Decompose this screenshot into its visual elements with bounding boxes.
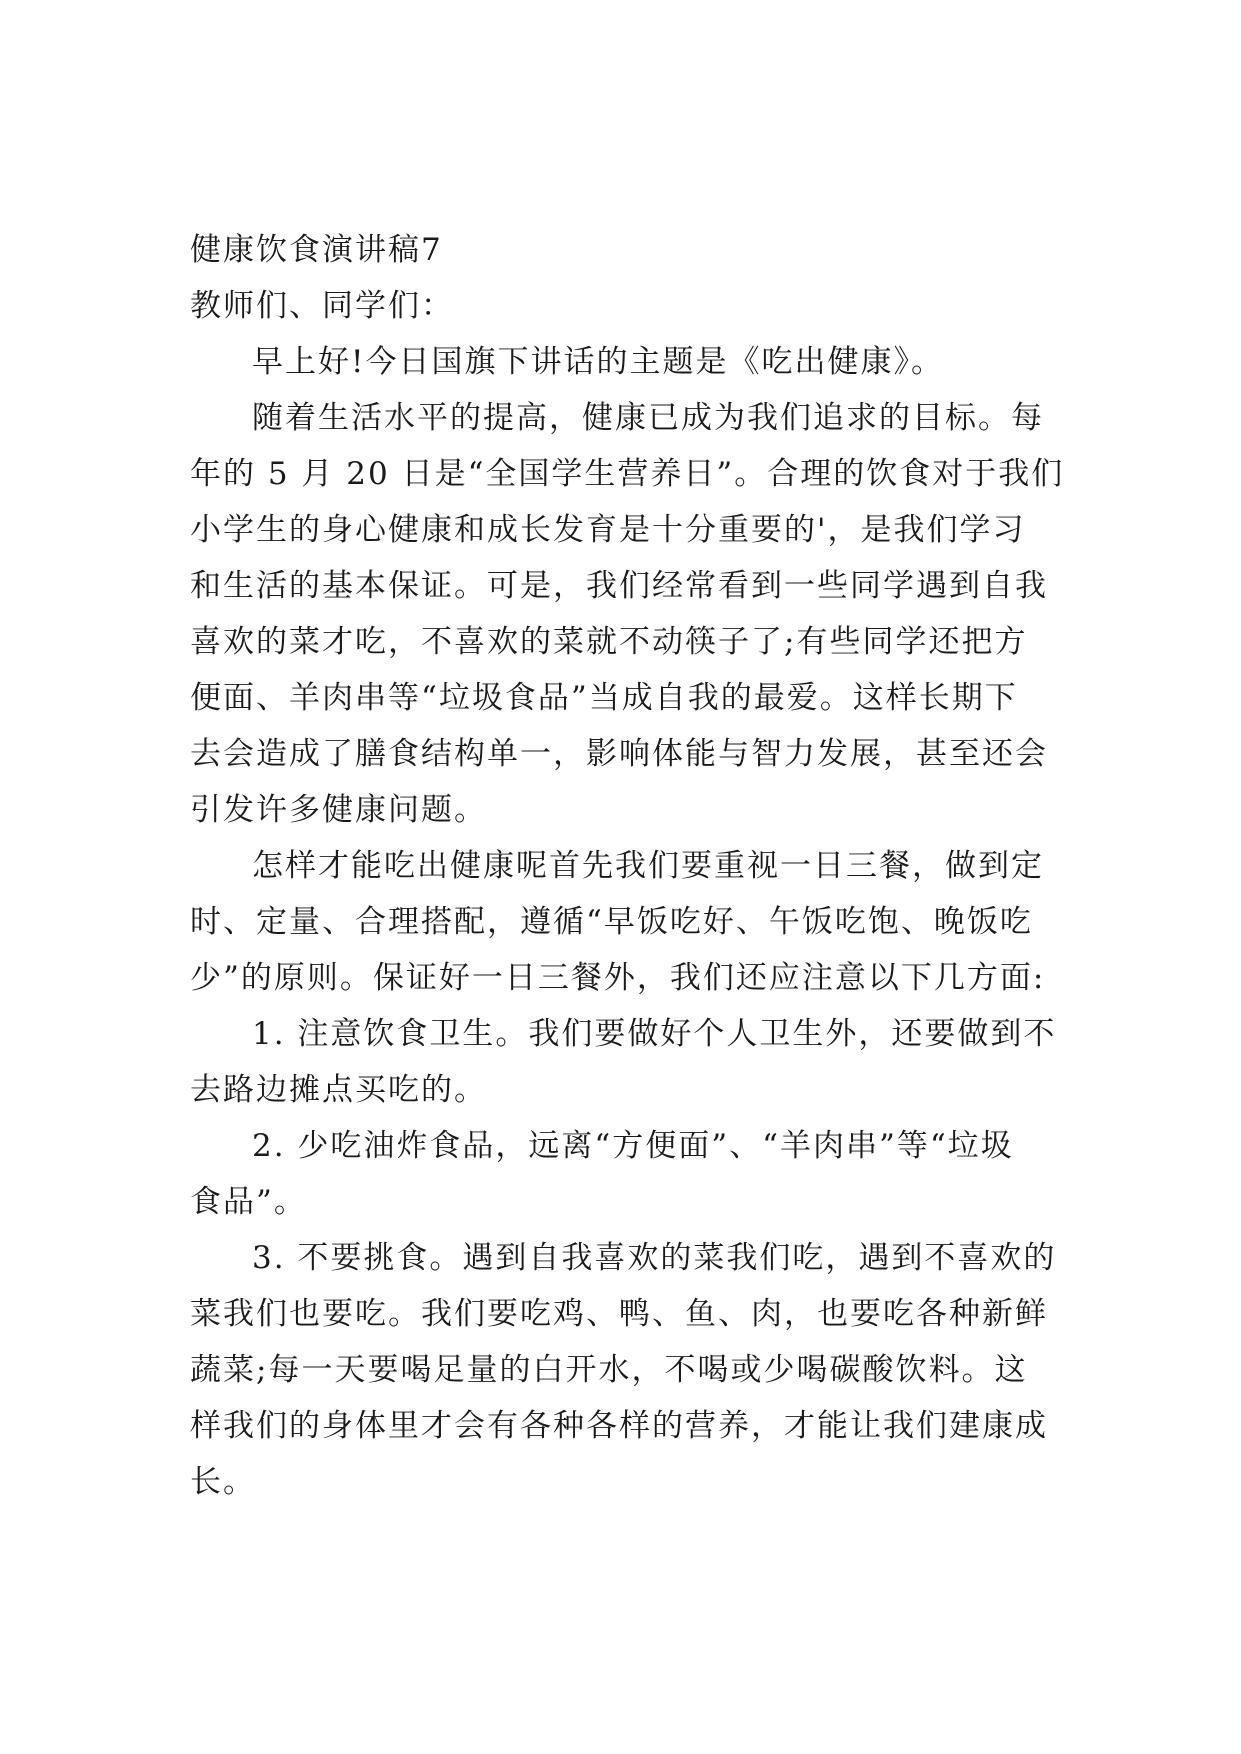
paragraph-intro — [190, 390, 1065, 838]
paragraph-line: 食品”。 — [190, 1184, 307, 1220]
salutation: 教师们、同学们： — [190, 288, 454, 324]
document-body — [190, 222, 1065, 1510]
list-item-fried-food — [190, 1118, 1050, 1230]
paragraph-line: 便面、羊肉串等“垃圾食品”当成自我的最爱。这样长期下 — [190, 680, 1018, 716]
paragraph-line: 3. 不要挑食。遇到自我喜欢的菜我们吃，遇到不喜欢的 — [252, 1240, 1057, 1276]
paragraph-line: 长。 — [190, 1464, 256, 1500]
list-item-picky-eating — [190, 1230, 1057, 1510]
paragraph-line: 去路边摊点买吃的。 — [190, 1072, 487, 1108]
document-title: 健康饮食演讲稿7 — [190, 232, 443, 268]
paragraph-line: 蔬菜;每一天要喝足量的白开水，不喝或少喝碳酸饮料。这 — [190, 1352, 1028, 1388]
paragraph-line: 少”的原则。保证好一日三餐外，我们还应注意以下几方面: — [190, 960, 1046, 996]
paragraph-line: 和生活的基本保证。可是，我们经常看到一些同学遇到自我 — [190, 568, 1048, 604]
paragraph-line: 1. 注意饮食卫生。我们要做好个人卫生外，还要做到不 — [252, 1016, 1057, 1052]
paragraph-line: 引发许多健康问题。 — [190, 792, 487, 828]
list-item-hygiene — [190, 1006, 1057, 1118]
paragraph-meals — [190, 838, 1050, 1006]
paragraph-line: 年的 5 月 20 日是“全国学生营养日”。合理的饮食对于我们 — [190, 456, 1065, 492]
paragraph-line: 早上好!今日国旗下讲话的主题是《吃出健康》。 — [252, 344, 944, 380]
paragraph-greeting — [190, 334, 1050, 390]
paragraph-line: 样我们的身体里才会有各种各样的营养，才能让我们建康成 — [190, 1408, 1048, 1444]
paragraph-line: 时、定量、合理搭配，遵循“早饭吃好、午饭吃饱、晚饭吃 — [190, 904, 1033, 940]
paragraph-line: 随着生活水平的提高，健康已成为我们追求的目标。每 — [252, 400, 1044, 436]
paragraph-line: 喜欢的菜才吃，不喜欢的菜就不动筷子了;有些同学还把方 — [190, 624, 1028, 660]
paragraph-line: 2. 少吃油炸食品，远离“方便面”、“羊肉串”等“垃圾 — [252, 1128, 1014, 1164]
paragraph-line: 菜我们也要吃。我们要吃鸡、鸭、鱼、肉，也要吃各种新鲜 — [190, 1296, 1048, 1332]
paragraph-line: 怎样才能吃出健康呢首先我们要重视一日三餐，做到定 — [252, 848, 1044, 884]
paragraph-line: 小学生的身心健康和成长发育是十分重要的'，是我们学习 — [190, 512, 1026, 548]
paragraph-line: 去会造成了膳食结构单一，影响体能与智力发展，甚至还会 — [190, 736, 1048, 772]
